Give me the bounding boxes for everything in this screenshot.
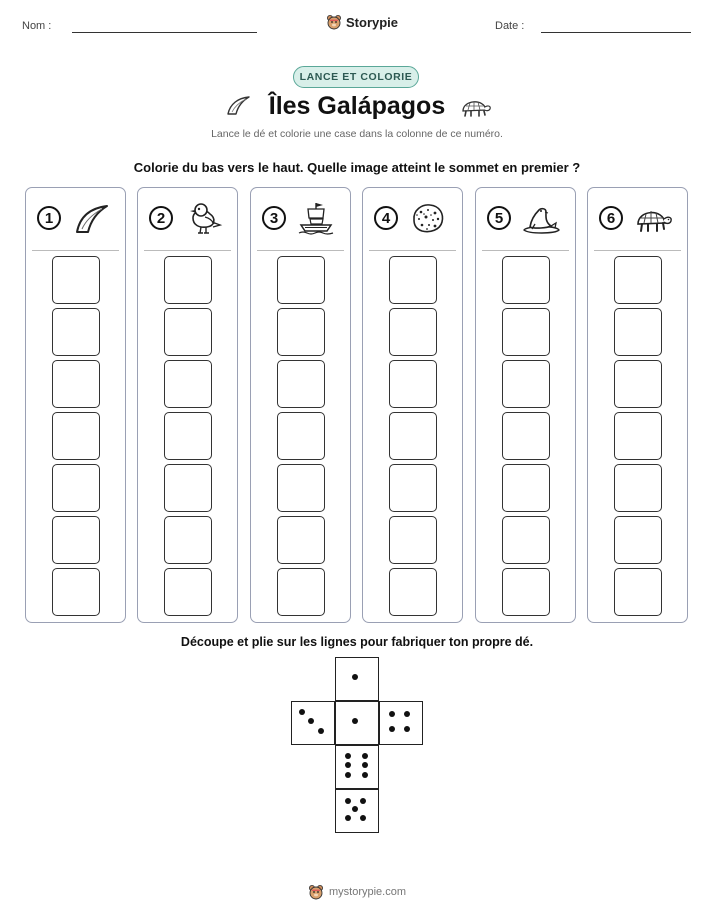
die-face-1 <box>335 657 379 701</box>
brand-name: Storypie <box>346 14 399 30</box>
column-number: 1 <box>37 206 61 230</box>
column-4 <box>362 187 463 623</box>
color-cell[interactable] <box>277 360 325 408</box>
color-cell[interactable] <box>502 256 550 304</box>
claw-icon <box>71 200 111 236</box>
column-1 <box>25 187 126 623</box>
column-2 <box>137 187 238 623</box>
die-face-1 <box>335 701 379 745</box>
column-number: 6 <box>599 206 623 230</box>
color-cell[interactable] <box>52 256 100 304</box>
color-cell[interactable] <box>164 412 212 460</box>
column-6 <box>587 187 688 623</box>
die-face-3 <box>291 701 335 745</box>
column-3 <box>250 187 351 623</box>
ship-icon <box>296 200 336 236</box>
color-cell[interactable] <box>277 256 325 304</box>
color-cell[interactable] <box>277 412 325 460</box>
color-cell[interactable] <box>502 308 550 356</box>
tortoise-icon <box>458 94 492 120</box>
color-cell[interactable] <box>389 568 437 616</box>
bear-icon <box>308 884 324 900</box>
color-cell[interactable] <box>614 516 662 564</box>
volcanic-rock-icon <box>408 200 448 236</box>
footer-url[interactable]: mystorypie.com <box>328 886 407 898</box>
brand-logo <box>326 14 398 30</box>
color-cell[interactable] <box>164 464 212 512</box>
activity-badge: LANCE ET COLORIE <box>293 66 419 88</box>
column-5 <box>475 187 576 623</box>
color-cell[interactable] <box>502 516 550 564</box>
color-cell[interactable] <box>52 360 100 408</box>
color-cell[interactable] <box>502 464 550 512</box>
color-cell[interactable] <box>614 568 662 616</box>
page-title: Îles Galápagos <box>268 92 446 120</box>
color-cell[interactable] <box>389 516 437 564</box>
sea-lion-icon <box>521 200 561 236</box>
name-label: Nom : <box>22 20 52 32</box>
color-cell[interactable] <box>277 568 325 616</box>
color-cell[interactable] <box>164 308 212 356</box>
column-number: 4 <box>374 206 398 230</box>
color-cell[interactable] <box>52 308 100 356</box>
column-number: 5 <box>487 206 511 230</box>
name-line[interactable] <box>72 32 257 33</box>
footer <box>0 884 714 900</box>
color-cell[interactable] <box>389 464 437 512</box>
color-cell[interactable] <box>502 412 550 460</box>
color-cell[interactable] <box>389 360 437 408</box>
bear-icon <box>326 14 342 30</box>
color-cell[interactable] <box>614 464 662 512</box>
cut-instruction: Découpe et plie sur les lignes pour fabriquer ton propre dé. <box>180 635 534 649</box>
color-cell[interactable] <box>614 256 662 304</box>
color-cell[interactable] <box>164 256 212 304</box>
color-cell[interactable] <box>164 360 212 408</box>
finch-bird-icon <box>183 200 223 236</box>
color-cell[interactable] <box>614 412 662 460</box>
tortoise-icon <box>633 200 673 236</box>
color-cell[interactable] <box>389 308 437 356</box>
color-cell[interactable] <box>277 516 325 564</box>
color-cell[interactable] <box>277 464 325 512</box>
color-cell[interactable] <box>277 308 325 356</box>
color-cell[interactable] <box>52 412 100 460</box>
die-face-4 <box>379 701 423 745</box>
color-cell[interactable] <box>389 256 437 304</box>
color-cell[interactable] <box>52 568 100 616</box>
color-cell[interactable] <box>502 568 550 616</box>
color-cell[interactable] <box>52 464 100 512</box>
color-cell[interactable] <box>389 412 437 460</box>
die-face-5 <box>335 789 379 833</box>
instruction: Colorie du bas vers le haut. Quelle image atteint le sommet en premier ? <box>133 160 581 175</box>
date-line[interactable] <box>541 32 691 33</box>
column-number: 2 <box>149 206 173 230</box>
column-number: 3 <box>262 206 286 230</box>
color-cell[interactable] <box>614 308 662 356</box>
color-cell[interactable] <box>164 568 212 616</box>
die-face-6 <box>335 745 379 789</box>
color-cell[interactable] <box>502 360 550 408</box>
color-cell[interactable] <box>52 516 100 564</box>
subtitle: Lance le dé et colorie une case dans la colonne de ce numéro. <box>211 128 503 140</box>
date-label: Date : <box>495 20 525 32</box>
color-cell[interactable] <box>164 516 212 564</box>
color-cell[interactable] <box>614 360 662 408</box>
